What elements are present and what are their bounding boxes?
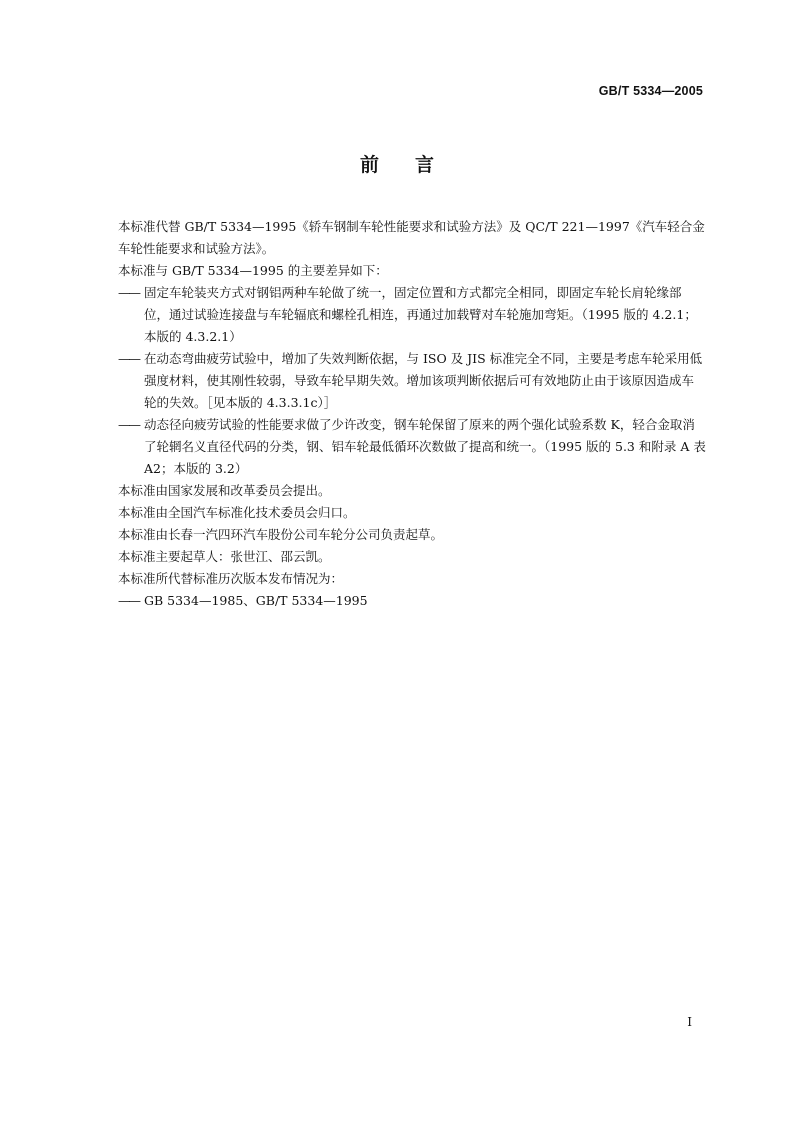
difference-text: 固定车轮装夹方式对钢铝两种车轮做了统一，固定位置和方式都完全相同，即固定车轮长肩轮缘部位，通过试验连接盘与车轮辐底和螺栓孔相连，再通过加载臂对车轮施加弯矩。（1995 版的 4.2.1；本版的 4.3.2.1） (144, 285, 697, 344)
difference-item-2 (118, 348, 706, 414)
paragraph-text: 本标准所代替标准历次版本发布情况为： (118, 571, 344, 586)
paragraph-text: 本标准由全国汽车标准化技术委员会归口。 (118, 505, 356, 520)
paragraph-text: 本标准由国家发展和改革委员会提出。 (118, 483, 331, 498)
em-dash-marker: —— (118, 593, 139, 608)
page-title: 前言 (359, 154, 470, 176)
paragraph-committee (118, 502, 706, 524)
paragraph-drafting-unit (118, 524, 706, 546)
difference-item-3 (118, 414, 706, 480)
standard-code-header: GB/T 5334—2005 (598, 84, 703, 98)
difference-text: 在动态弯曲疲劳试验中，增加了失效判断依据，与 ISO 及 JIS 标准完全不同，主要是考虑车轮采用低强度材料，使其刚性较弱，导致车轮早期失效。增加该项判断依据后可有效地防止由于该原因造成车轮的失效。［见本版的 4.3.3.1c）］ (144, 351, 703, 410)
paragraph-proposer (118, 480, 706, 502)
paragraph-differences-intro (118, 260, 706, 282)
paragraph-text: 本标准与 GB/T 5334—1995 的主要差异如下： (118, 263, 388, 278)
history-item (118, 590, 706, 612)
paragraph-history-intro (118, 568, 706, 590)
em-dash-marker: —— (118, 351, 139, 366)
difference-item-1 (118, 282, 706, 348)
em-dash-marker: —— (118, 417, 139, 432)
paragraph-text: 本标准代替 GB/T 5334—1995《轿车钢制车轮性能要求和试验方法》及 QC/T 221—1997《汽车轻合金车轮性能要求和试验方法》。 (118, 219, 705, 256)
paragraph-text: 本标准主要起草人：张世江、邵云凯。 (118, 549, 331, 564)
paragraph-text: 本标准由长春一汽四环汽车股份公司车轮分公司负责起草。 (118, 527, 444, 542)
history-text: GB 5334—1985、GB/T 5334—1995 (144, 593, 368, 608)
paragraph-replaces (118, 216, 706, 260)
foreword-body (118, 216, 706, 612)
em-dash-marker: —— (118, 285, 139, 300)
difference-text: 动态径向疲劳试验的性能要求做了少许改变，钢车轮保留了原来的两个强化试验系数 K，轻合金取消了轮辋名义直径代码的分类，钢、铝车轮最低循环次数做了提高和统一。（1995 版的 5.3 和附录 A 表 A2；本版的 3.2） (144, 417, 706, 476)
page-number: I (687, 1015, 692, 1029)
paragraph-drafters (118, 546, 706, 568)
